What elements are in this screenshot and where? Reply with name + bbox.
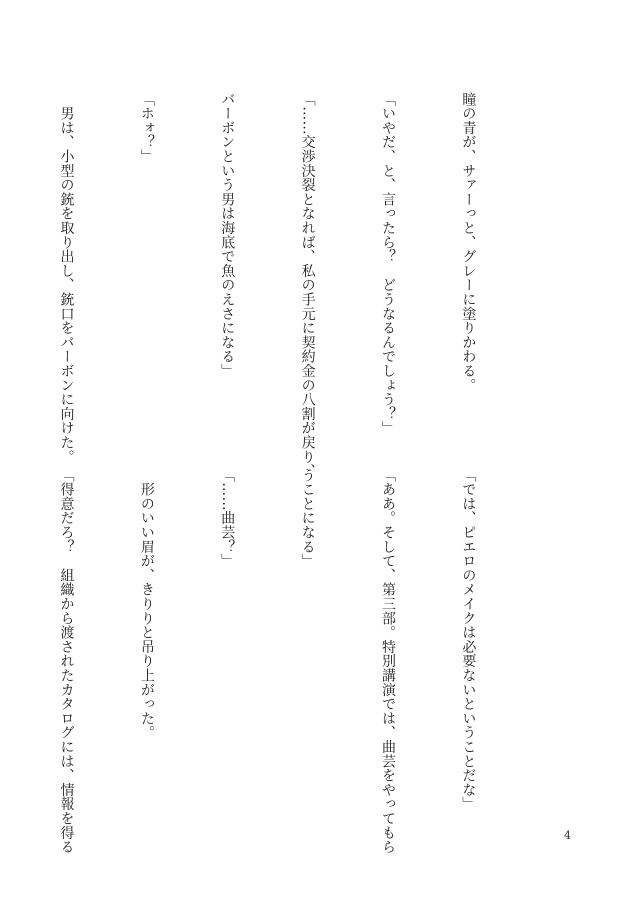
- bottom-text-block: [58, 468, 535, 855]
- text-line: 「いやだ、と、言ったら？ どうなるんでしょう？」: [380, 92, 397, 436]
- text-line: 「得意だろ？ 組織から渡されたカタログには、情報を得る: [58, 468, 75, 855]
- text-line: 「……曲芸？」: [219, 468, 236, 569]
- text-line: 「……交渉決裂となれば、私の手元に契約金の八割が戻り、: [299, 92, 316, 479]
- page-number: 4: [564, 829, 571, 842]
- text-line: 瞳の青が、サァーっと、グレーに塗りかわる。: [460, 92, 477, 393]
- text-line: 「ホォ？」: [138, 92, 155, 164]
- top-text-block: [58, 92, 535, 479]
- text-line: 「では、ピエロのメイクは必要ないということだな」: [460, 468, 477, 812]
- text-line: 男は、小型の銃を取り出し、銃口をバーボンに向けた。: [58, 92, 75, 464]
- text-line: うことになる」: [299, 468, 316, 569]
- text-line: 「ああ。そして、第三部。特別講演では、曲芸をやってもら: [380, 468, 397, 855]
- text-line: 形のいい眉が、きりりと吊り上がった。: [138, 468, 155, 740]
- text-line: バーボンという男は海底で魚のえさになる」: [219, 92, 236, 378]
